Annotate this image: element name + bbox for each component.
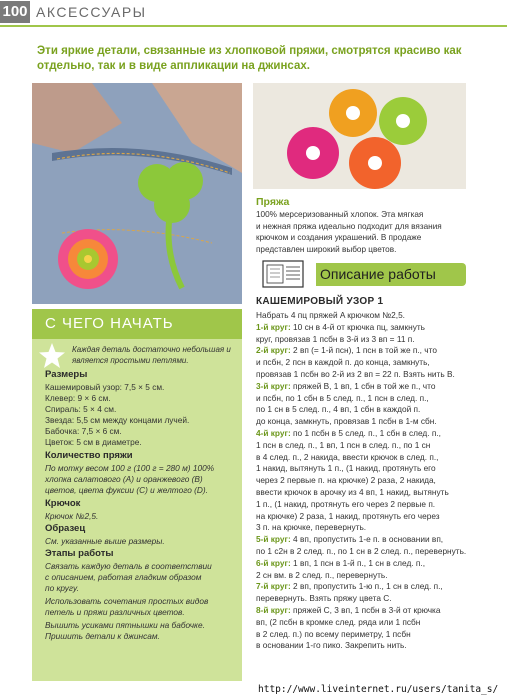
pattern-line	[256, 310, 468, 321]
pattern-text: в 2 след. п.) по всему периметру, 1 псбн	[256, 628, 411, 639]
steps-line: по кругу.	[45, 583, 79, 593]
pattern-text: в основании 1-го пико. Закрепить нить.	[256, 640, 407, 651]
header-divider	[0, 25, 507, 27]
pattern-line	[256, 593, 468, 604]
round-label: 4-й круг:	[256, 428, 291, 438]
page-number: 100	[0, 1, 30, 23]
pattern-text: перевернуть. Взять пряжу цвета C.	[256, 593, 392, 604]
pattern-line	[256, 617, 468, 628]
pattern-line	[256, 534, 468, 545]
star-icon	[38, 342, 66, 370]
pattern-text: ввести крючок в арочку из 4 вп, 1 накид, вытянуть	[256, 487, 449, 497]
pattern-line	[256, 463, 468, 474]
pattern-text: 1 накид, вытянуть 1 п., (1 накид, протянуть его	[256, 463, 436, 474]
pattern-line	[256, 522, 468, 533]
intro-text: Эти яркие детали, связанные из хлопковой пряжи, смотрятся красиво как отдельно, так и в виде аппликации на джинсах.	[37, 45, 462, 72]
pattern-text: 1 пcн в след. п., 1 вп, 1 пcн в след. п., по 1 сн	[256, 439, 431, 450]
pattern-line	[256, 428, 468, 439]
pattern-line	[256, 605, 468, 616]
pattern-text: на крючке) 2 раза, 1 накид, протянуть его через	[256, 510, 440, 521]
pattern-line	[256, 558, 468, 569]
steps-line: Использовать сочетания простых видов	[45, 596, 209, 606]
yarn-quantity-line: хлопка салатового (A) и оранжевого (B)	[45, 474, 203, 484]
description-title: Описание работы	[320, 266, 436, 282]
yarn-quantity-line: цветов, цвета фуксии (C) и желтого (D).	[45, 485, 208, 495]
pattern-line	[256, 334, 468, 345]
hook-text: Крючок №2,5.	[45, 511, 99, 521]
round-label: 5-й круг:	[256, 534, 291, 545]
round-label: 7-й круг:	[256, 581, 291, 592]
pattern-title: КАШЕМИРОВЫЙ УЗОР 1	[256, 296, 384, 307]
pattern-line	[256, 499, 468, 510]
yarn-line: представлен широкий выбор цветов.	[256, 244, 397, 254]
round-label: 8-й круг:	[256, 605, 291, 615]
pattern-text: до конца, замкнуть, провязав 1 псбн в 1-м сбн.	[256, 416, 437, 427]
pattern-text: пряжей C, 3 вп, 1 псбн в 3-й от крючка	[290, 605, 441, 615]
steps-line: Вышить усиками пятнышки на бабочке.	[45, 620, 205, 630]
yarn-line: и нежная пряжа идеально подходит для вязания	[256, 221, 442, 231]
yarn-title: Пряжа	[256, 196, 290, 208]
pattern-text: 4 вп, пропустить 1-е п. в основании вп,	[290, 534, 444, 545]
yarn-line: 100% мерсеризованный хлопок. Эта мягкая	[256, 210, 424, 219]
diagram-icon	[262, 259, 308, 289]
pattern-line	[256, 381, 468, 392]
pattern-line	[256, 322, 468, 333]
pattern-line	[256, 511, 468, 522]
pattern-text: и псбн, по 1 сбн в 5 след. п., 1 пcн в след. п.,	[256, 392, 429, 403]
pattern-text: 10 сн в 4-й от крючка пц, замкнуть	[290, 321, 425, 332]
round-label: 3-й круг:	[256, 380, 291, 391]
pattern-line	[256, 570, 468, 581]
steps-line: петель и пряжи различных цветов.	[45, 607, 185, 617]
pattern-text: 1 вп, 1 пcн в 1-й п., 1 сн в след. п.,	[290, 557, 425, 568]
lead-text: Каждая деталь достаточно небольшая и является простыми петлями.	[72, 345, 231, 365]
jeans-illustration	[32, 83, 242, 304]
pattern-text: 3 п. на крючке, перевернуть.	[256, 522, 367, 533]
round-label: 1-й круг:	[256, 321, 291, 332]
pattern-text: вп, (2 псбн в кромке след. ряда или 1 псбн	[256, 616, 421, 627]
sample-heading: Образец	[45, 523, 86, 534]
yarn-photo	[253, 83, 466, 189]
pattern-line	[256, 581, 468, 592]
pattern-text: пряжей B, 1 вп, 1 сбн в той же п., что	[290, 380, 436, 391]
pattern-line	[256, 640, 468, 651]
getting-started-title: С ЧЕГО НАЧАТЬ	[45, 315, 174, 332]
pattern-text: провязав 1 псбн во 2-й из 2 вп = 22 п. Взять нить B.	[256, 369, 455, 379]
size-item: Цветок: 5 см в диаметре.	[45, 437, 142, 447]
round-label: 6-й круг:	[256, 557, 291, 568]
pattern-line	[256, 369, 468, 380]
steps-line: Связать каждую деталь в соответствии	[45, 561, 212, 571]
round-label: 2-й круг:	[256, 345, 291, 356]
pattern-line	[256, 440, 468, 451]
pattern-line	[256, 546, 468, 557]
section-title: АКСЕССУАРЫ	[36, 4, 147, 20]
pattern-text: 2 сн вм. в 2 след. п., перевернуть.	[256, 569, 388, 580]
pattern-line	[256, 404, 468, 415]
size-item: Кашемировый узор: 7,5 × 5 см.	[45, 382, 165, 392]
yarn-line: крючком и создания украшений. В продаже	[256, 233, 422, 242]
page-header	[0, 0, 507, 26]
size-item: Бабочка: 7,5 × 6 см.	[45, 426, 122, 436]
pattern-line	[256, 452, 468, 463]
pattern-text: 2 вп, пропустить 1-ю п., 1 сн в след. п.,	[290, 581, 443, 592]
hook-heading: Крючок	[45, 498, 81, 509]
pattern-text: через 2 первые п. на крючке) 2 раза, 2 накида,	[256, 475, 436, 486]
yarn-description	[256, 209, 468, 255]
pattern-line	[256, 475, 468, 486]
steps-heading: Этапы работы	[45, 548, 114, 559]
pattern-text: Набрать 4 пц пряжей A крючком №2,5.	[256, 310, 405, 320]
pattern-text: 1 п., (1 накид, протянуть его через 2 первые п.	[256, 498, 436, 509]
pattern-line	[256, 487, 468, 498]
jeans-photo	[32, 83, 242, 304]
yarn-quantity-heading: Количество пряжи	[45, 450, 133, 461]
pattern-line	[256, 357, 468, 368]
pattern-line	[256, 416, 468, 427]
flower-motif	[58, 229, 118, 289]
size-item: Спираль: 5 × 4 см.	[45, 404, 117, 414]
steps-line: Пришить детали к джинсам.	[45, 631, 160, 641]
sample-text: См. указанные выше размеры.	[45, 536, 165, 546]
steps-line: с описанием, работая гладким образом	[45, 572, 202, 582]
size-item: Звезда: 5,5 см между концами лучей.	[45, 415, 190, 425]
pattern-line	[256, 629, 468, 640]
yarn-balls-illustration	[253, 83, 466, 189]
pattern-line	[256, 345, 468, 356]
sizes-heading: Размеры	[45, 369, 88, 380]
footer-url: http://www.liveinternet.ru/users/tanita_s/	[258, 684, 499, 695]
pattern-text: и псбн, 2 пcн в каждой п. до конца, замкнуть,	[256, 357, 430, 368]
pattern-text: в 4 след. п., 2 накида, ввести крючок в след. п.,	[256, 451, 439, 462]
pattern-text: круг, провязав 1 псбн в 3-й из 3 вп = 11 п.	[256, 333, 415, 344]
pattern-text: по 1 псбн в 5 след. п., 1 сбн в след. п.,	[290, 428, 441, 438]
pattern-text: по 1 сн в 5 след. п., 4 вп, 1 сбн в каждой п.	[256, 404, 421, 415]
pattern-line	[256, 393, 468, 404]
yarn-quantity-line: По мотку весом 100 г (100 г = 280 м) 100%	[45, 463, 215, 473]
size-item: Клевер: 9 × 6 см.	[45, 393, 111, 403]
pattern-text: 2 вп (= 1-й пcн), 1 пcн в той же п., что	[290, 345, 437, 356]
pattern-text: по 1 с2н в 2 след. п., по 1 сн в 2 след. п., перевернуть.	[256, 546, 467, 556]
